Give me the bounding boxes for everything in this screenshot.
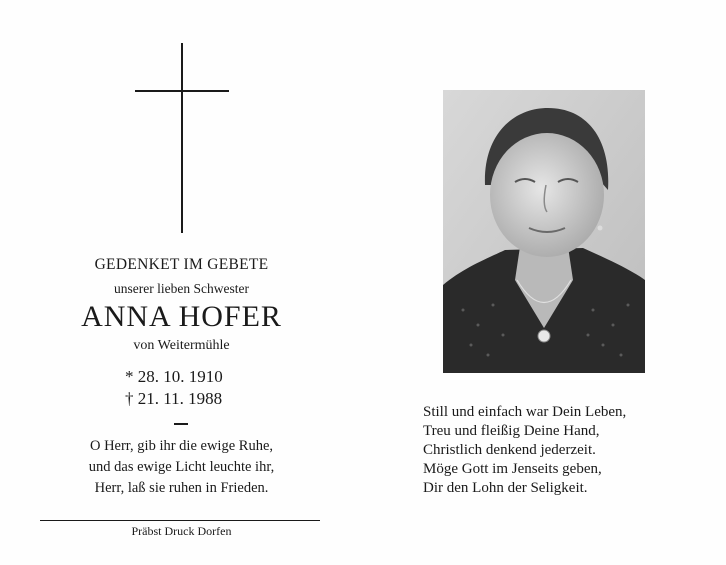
prayer <box>0 436 363 499</box>
portrait-photo <box>443 90 645 373</box>
death-date: † 21. 11. 1988 <box>125 389 223 408</box>
poem-line: Dir den Lohn der Seligkeit. <box>423 480 588 496</box>
right-panel <box>363 0 726 565</box>
birth-date: * 28. 10. 1910 <box>125 367 223 386</box>
portrait-image <box>443 90 645 373</box>
divider-dash <box>174 423 188 425</box>
cross-icon-vertical <box>181 43 183 233</box>
poem-line: Christlich denkend jederzeit. <box>423 442 596 458</box>
origin: von Weitermühle <box>133 338 230 353</box>
prayer-line: und das ewige Licht leuchte ihr, <box>88 459 275 475</box>
subheading: unserer lieben Schwester <box>114 281 249 296</box>
heading: GEDENKET IM GEBETE <box>94 256 269 273</box>
poem-line: Still und einfach war Dein Leben, <box>423 404 627 420</box>
poem <box>423 403 626 498</box>
cross-icon-horizontal <box>135 90 229 92</box>
poem-line: Treu und fleißig Deine Hand, <box>423 423 600 439</box>
deceased-name: ANNA HOFER <box>81 300 282 333</box>
prayer-line: Herr, laß sie ruhen in Frieden. <box>94 480 269 496</box>
prayer-line: O Herr, gib ihr die ewige Ruhe, <box>89 438 274 454</box>
divider-line <box>40 520 320 521</box>
printer-credit: Präbst Druck Dorfen <box>131 524 232 538</box>
poem-line: Möge Gott im Jenseits geben, <box>423 461 602 477</box>
